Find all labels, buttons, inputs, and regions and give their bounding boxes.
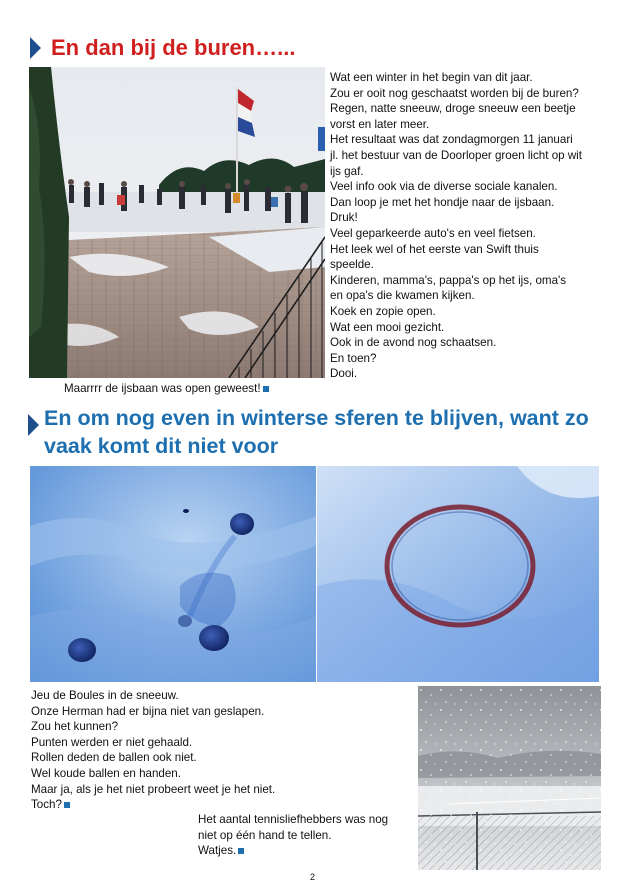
ice-rink-story — [330, 70, 582, 382]
snow-boules-photo — [30, 466, 316, 682]
story-line: ijs gaf. — [330, 164, 364, 178]
story-line: Regen, natte sneeuw, droge sneeuw een beetje — [330, 102, 576, 116]
boules-story — [31, 688, 275, 813]
story-line: Jeu de Boules in de sneeuw. — [31, 689, 179, 702]
story-line: Wel koude ballen en handen. — [31, 766, 181, 780]
story-line: Maar ja, als je het niet probeert weet je het niet. — [31, 782, 276, 796]
section-title-buren: En dan bij de buren…... — [51, 35, 296, 60]
section-title-winter: En om nog even in winterse sferen te blijven, want zo vaak komt dit niet voor — [44, 406, 589, 458]
story-line: speelde. — [330, 258, 374, 272]
snow-circle-photo — [317, 466, 599, 682]
story-line: Veel geparkeerde auto's en veel fietsen. — [330, 226, 536, 240]
heading-arrow-icon — [28, 414, 39, 436]
snowy-tennis-court-photo — [418, 686, 601, 870]
story-line: jl. het bestuur van de Doorloper groen licht op wit — [330, 148, 582, 162]
story-line: Onze Herman had er bijna niet van geslapen. — [31, 704, 265, 718]
story-line: Het resultaat was dat zondagmorgen 11 januari — [330, 133, 573, 147]
story-line: Zou er ooit nog geschaatst worden bij de buren? — [330, 86, 579, 100]
story-line: Punten werden er niet gehaald. — [31, 735, 193, 749]
story-line: Zou het kunnen? — [31, 720, 119, 734]
story-line: Kinderen, mamma's, pappa's op het ijs, oma's — [330, 273, 567, 287]
story-line: Dooi. — [330, 367, 358, 381]
story-line: Rollen deden de ballen ook niet. — [31, 751, 197, 765]
story-line: Wat een winter in het begin van dit jaar. — [330, 71, 533, 84]
end-square-icon — [64, 802, 70, 808]
story-line: Toch? — [31, 798, 62, 812]
photo-caption — [64, 381, 269, 397]
story-line: Wat een mooi gezicht. — [330, 320, 445, 334]
story-line: Watjes. — [198, 844, 237, 858]
story-line: Veel info ook via de diverse sociale kanalen. — [330, 180, 558, 194]
story-line: en opa's die kwamen kijken. — [330, 289, 475, 303]
page-number: 2 — [310, 872, 316, 882]
heading-arrow-icon — [30, 37, 41, 59]
caption-text: Maarrrr de ijsbaan was open geweest! — [64, 382, 261, 395]
story-line: vorst en later meer. — [330, 117, 430, 131]
story-line: Ook in de avond nog schaatsen. — [330, 336, 497, 350]
end-square-icon — [263, 386, 269, 392]
ice-rink-photo — [29, 67, 325, 378]
story-line: En toen? — [330, 351, 377, 365]
story-line: Het leek wel of het eerste van Swift thuis — [330, 242, 539, 256]
story-line: Het aantal tennisliefhebbers was nog — [198, 813, 389, 826]
tennis-story — [198, 812, 388, 859]
story-line: niet op één hand te tellen. — [198, 828, 332, 842]
story-line: Koek en zopie open. — [330, 304, 436, 318]
story-line: Druk! — [330, 211, 358, 225]
end-square-icon — [238, 848, 244, 854]
story-line: Dan loop je met het hondje naar de ijsbaan. — [330, 195, 555, 209]
